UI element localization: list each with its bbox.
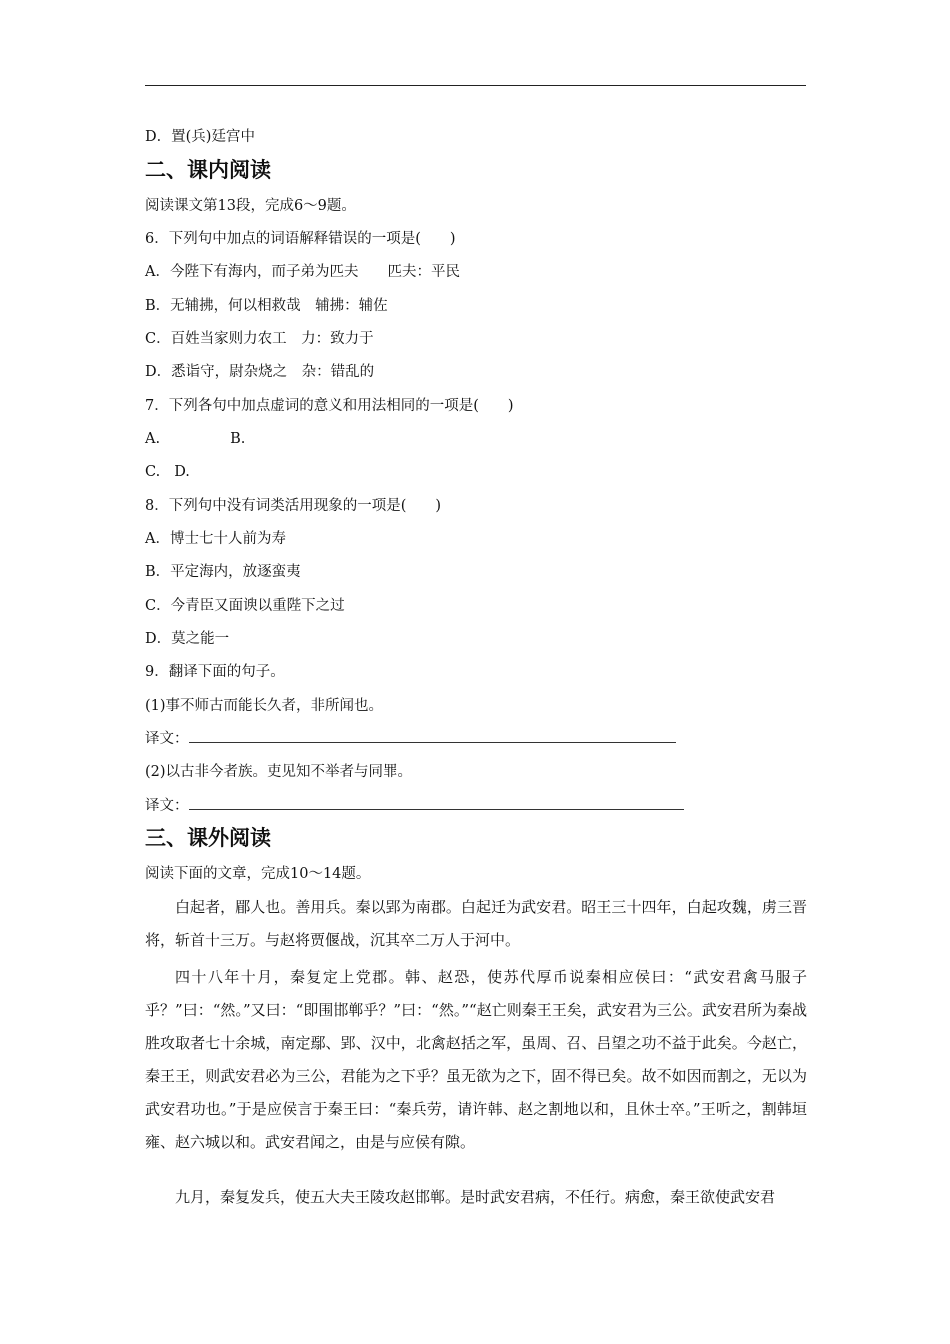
q9-answer-label-1: 译文：	[145, 731, 189, 747]
q7-options-ab	[145, 429, 245, 449]
passage-paragraph-2: 四十八年十月，秦复定上党郡。韩、赵恐，使苏代厚币说秦相应侯曰：“武安君禽马服子乎？”曰：“然。”又曰：“即围邯郸乎？”曰：“然。”“赵亡则秦王王矣，武安君为三公。武安君所为秦战胜攻取者七十余城，南定鄢、郢、汉中，北禽赵括之军，虽周、召、吕望之功不益于此矣。今赵亡，秦王王，则武安君必为三公，君能为之下乎？虽无欲为之下，固不得已矣。故不如因而割之，无以为武安君功也。”于是应侯言于秦王曰：“秦兵劳，请许韩、赵之割地以和，且休士卒。”王听之，割韩垣雍、赵六城以和。武安君闻之，由是与应侯有隙。	[145, 968, 807, 1151]
q9-answer-label-2: 译文：	[145, 798, 189, 814]
q5-option-d: D．置(兵)廷宫中	[145, 129, 255, 145]
q6-option-d: D．悉诣守，尉杂烧之 杂：错乱的	[145, 364, 375, 380]
passage-paragraph-1: 白起者，郿人也。善用兵。秦以郢为南郡。白起迁为武安君。昭王三十四年，白起攻魏，虏三晋将，斩首十三万。与赵将贾偃战，沉其卒二万人于河中。	[145, 898, 807, 949]
q7-option-a: A.	[145, 431, 161, 447]
q6-stem: 6．下列句中加点的词语解释错误的一项是( )	[145, 231, 456, 247]
section-3-title: 三、课外阅读	[145, 826, 271, 850]
q9-sentence-1: (1)事不师古而能长久者，非所闻也。	[145, 698, 384, 714]
passage-paragraph-3: 九月，秦复发兵，使五大夫王陵攻赵邯郸。是时武安君病，不任行。病愈，秦王欲使武安君	[175, 1188, 776, 1206]
q6-option-b: B．无辅拂，何以相救哉 辅拂：辅佐	[145, 298, 388, 314]
q7-option-d: D.	[174, 464, 190, 480]
q6-option-c: C．百姓当家则力农工 力：致力于	[145, 331, 374, 347]
section-2-title: 二、课内阅读	[145, 158, 271, 182]
q6-option-a: A．今陛下有海内，而子弟为匹夫 匹夫：平民	[145, 264, 460, 280]
q8-option-b: B．平定海内，放逐蛮夷	[145, 564, 301, 580]
q7-option-b: B.	[230, 431, 246, 447]
q9-stem: 9．翻译下面的句子。	[145, 664, 285, 680]
q9-answer-line-2	[145, 796, 684, 816]
q8-option-c: C．今青臣又面谀以重陛下之过	[145, 598, 345, 614]
q7-stem: 7．下列各句中加点虚词的意义和用法相同的一项是( )	[145, 398, 514, 414]
q9-answer-blank-1[interactable]	[189, 730, 676, 743]
q8-option-d: D．莫之能一	[145, 631, 230, 647]
section-2-instruction: 阅读课文第13段，完成6～9题。	[145, 198, 356, 214]
q8-stem: 8．下列句中没有词类活用现象的一项是( )	[145, 498, 442, 514]
q9-sentence-2: (2)以古非今者族。吏见知不举者与同罪。	[145, 764, 413, 780]
q7-options-cd	[145, 462, 190, 482]
section-3-instruction: 阅读下面的文章，完成10～14题。	[145, 866, 371, 882]
q9-answer-blank-2[interactable]	[189, 797, 684, 810]
q9-answer-line-1	[145, 729, 676, 749]
header-rule	[145, 85, 806, 86]
q7-option-c: C.	[145, 464, 161, 480]
q8-option-a: A．博士七十人前为寿	[145, 531, 286, 547]
